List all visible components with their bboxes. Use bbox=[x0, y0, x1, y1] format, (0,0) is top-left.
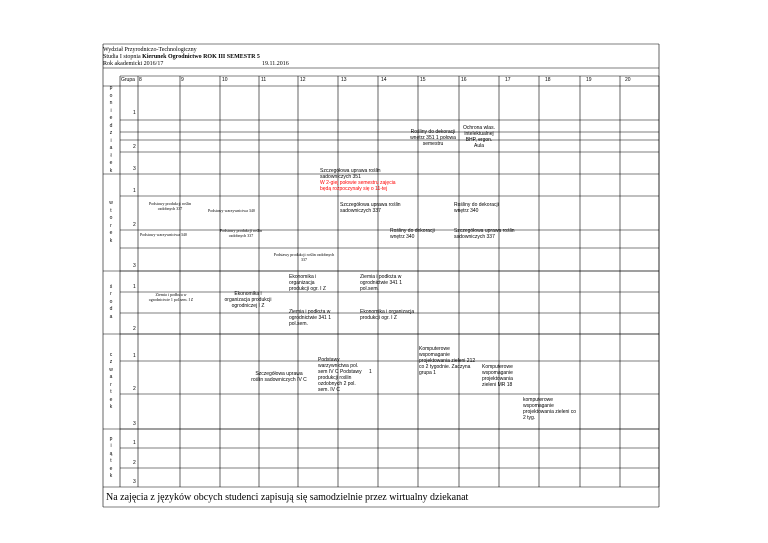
day-letter: a bbox=[109, 145, 113, 151]
day-letter: e bbox=[109, 396, 113, 403]
row-number: 2 bbox=[133, 144, 136, 150]
day-letter: e bbox=[109, 230, 113, 236]
study-level: Studia I stopnia bbox=[103, 54, 143, 60]
group-number: 19 bbox=[586, 77, 592, 83]
class-entry: Podstawy warzywnictwa 340 bbox=[208, 208, 255, 213]
day-letter: e bbox=[109, 160, 113, 166]
row-number: 2 bbox=[133, 386, 136, 392]
day-letter: p bbox=[109, 435, 113, 442]
class-entry: Podstawy warzywnictwa pol. sem IV C Podstawy produkcji roślin ozdobnych 2 pol. sem. IV C bbox=[318, 357, 362, 393]
day-letter: t bbox=[110, 389, 112, 395]
class-entry: Komputerowe wspomaganie projektowania zieleni MR 18 bbox=[482, 364, 513, 388]
footer-note: Na zajęcia z języków obcych studenci zapisują się samodzielnie przez wirtualny dziekanat bbox=[106, 492, 469, 503]
class-entry: komputerowe wspomaganie projektowania zieleni co 2 tyg. bbox=[523, 397, 577, 421]
row-number: 3 bbox=[133, 263, 136, 269]
day-letter: i bbox=[110, 443, 112, 449]
class-entry: Ziemia i podłoża w ogrodnictwie 341 1 pol.sem. bbox=[360, 274, 402, 292]
day-letter: c bbox=[109, 351, 113, 358]
class-entry: Podstawy produkcji roślin ozdobnych 337 bbox=[220, 228, 262, 238]
day-letter: r bbox=[110, 291, 112, 298]
class-entry: Szczegółowa uprawa roślin sadowniczych 337 bbox=[340, 202, 401, 214]
day-letter: k bbox=[109, 473, 113, 479]
row-number: 1 bbox=[133, 353, 136, 359]
schedule-date: 19.11.2016 bbox=[262, 61, 289, 67]
class-entry: Komputerowe wspomaganie projektowania zieleni 212 co 2 tygodnie. Zaczyna grupa 1 bbox=[419, 346, 476, 376]
day-letter: ś bbox=[109, 283, 113, 290]
program-title: Kierunek Ogrodnictwo ROK III SEMESTR 5 bbox=[142, 54, 260, 60]
day-letter: r bbox=[110, 381, 112, 388]
class-entry: Ekonomika i organizacja produkcji ogr. I Z bbox=[289, 274, 326, 292]
day-letter: e bbox=[109, 465, 113, 472]
class-entry: Podstawy produkcji roślin ozdobnych 337 bbox=[149, 201, 191, 211]
row-number: 1 bbox=[133, 188, 136, 194]
day-letter: r bbox=[110, 222, 112, 229]
day-letter: k bbox=[109, 237, 113, 244]
class-entry: 1 bbox=[369, 369, 372, 375]
day-letter: a bbox=[109, 313, 113, 320]
class-entry: Szczegółowa uprawa roślin sadowniczych IV C bbox=[251, 371, 307, 383]
day-letter: ą bbox=[109, 450, 113, 457]
class-entry: Ochrona wlas. intelektualnej BHP, ergon. Aula bbox=[463, 125, 495, 149]
academic-year: Rok akademicki 2016/17 bbox=[103, 61, 164, 67]
row-number: 3 bbox=[133, 166, 136, 172]
day-letter: e bbox=[109, 115, 113, 121]
day-letter: k bbox=[109, 167, 113, 174]
class-entry: Szczegółowa uprawa roślin sadowniczych 337 bbox=[454, 228, 515, 240]
class-entry: Ziemia i podłoża w ogrodnictwie 341 1 pol.sem. bbox=[289, 309, 331, 327]
group-number: 18 bbox=[545, 77, 551, 83]
group-number: 10 bbox=[222, 77, 228, 83]
group-number: 12 bbox=[300, 77, 306, 83]
class-entry: Ekonomika i organizacja produkcji ogr. I Z bbox=[360, 309, 415, 321]
day-letter: ł bbox=[110, 152, 112, 159]
day-letter: n bbox=[109, 100, 113, 106]
day-letter: d bbox=[109, 122, 113, 129]
day-letter: p bbox=[109, 85, 113, 91]
group-number: 16 bbox=[461, 77, 467, 83]
day-letter: w bbox=[109, 366, 113, 373]
row-number: 1 bbox=[133, 284, 136, 290]
day-letter: o bbox=[109, 92, 113, 99]
day-letter: o bbox=[109, 298, 113, 305]
study-program bbox=[103, 54, 260, 61]
row-number: 1 bbox=[133, 110, 136, 116]
class-note: W 2-giej połowie semestru zajęcia będą rozpoczynały się o 11-tej bbox=[320, 180, 396, 192]
class-entry: Szczegółowa uprawa roślin sadowniczych 351 bbox=[320, 168, 381, 180]
day-letter: k bbox=[109, 404, 113, 410]
day-letter: t bbox=[110, 207, 112, 214]
day-letter: i bbox=[110, 107, 112, 114]
class-entry: Podstawy produkcji roślin ozdobnych 337 bbox=[273, 252, 335, 262]
day-letter: w bbox=[109, 200, 113, 206]
row-number: 3 bbox=[133, 479, 136, 485]
class-entry: Ekonomika i organizacja produkcji ogrodniczej I Z bbox=[224, 291, 272, 309]
day-letter: t bbox=[110, 458, 112, 464]
class-entry: Ziemia i podłoża w ogrodnictwie 1 pol.sem. I Z bbox=[148, 292, 194, 302]
day-letter: i bbox=[110, 137, 112, 144]
day-letter: d bbox=[109, 306, 113, 313]
group-number: 8 bbox=[139, 77, 142, 83]
class-entry: Rośliny do dekoracji wnętrz 340 bbox=[454, 202, 499, 214]
row-number: 1 bbox=[133, 440, 136, 446]
group-number: 9 bbox=[181, 77, 184, 83]
row-number: 3 bbox=[133, 421, 136, 427]
day-letter: z bbox=[109, 359, 113, 365]
class-entry: Podstawy warzywnictwa 340 bbox=[140, 232, 187, 237]
day-letter: o bbox=[109, 215, 113, 221]
group-number: 17 bbox=[505, 77, 511, 83]
faculty-name: Wydział Przyrodniczo-Technologiczny bbox=[103, 47, 197, 53]
row-number: 2 bbox=[133, 326, 136, 332]
day-letter: a bbox=[109, 374, 113, 380]
class-entry: Rośliny do dekoracji wnętrz 351 1 połowa semestru bbox=[410, 129, 456, 147]
row-number: 2 bbox=[133, 222, 136, 228]
group-number: 14 bbox=[381, 77, 387, 83]
grupa-label: Grupa bbox=[121, 77, 135, 83]
group-number: 15 bbox=[420, 77, 426, 83]
group-number: 13 bbox=[341, 77, 347, 83]
day-letter: z bbox=[109, 130, 113, 136]
row-number: 2 bbox=[133, 460, 136, 466]
group-number: 11 bbox=[261, 77, 267, 83]
class-entry: Rośliny do dekoracji wnętrz 340 bbox=[390, 228, 435, 240]
group-number: 20 bbox=[625, 77, 631, 83]
